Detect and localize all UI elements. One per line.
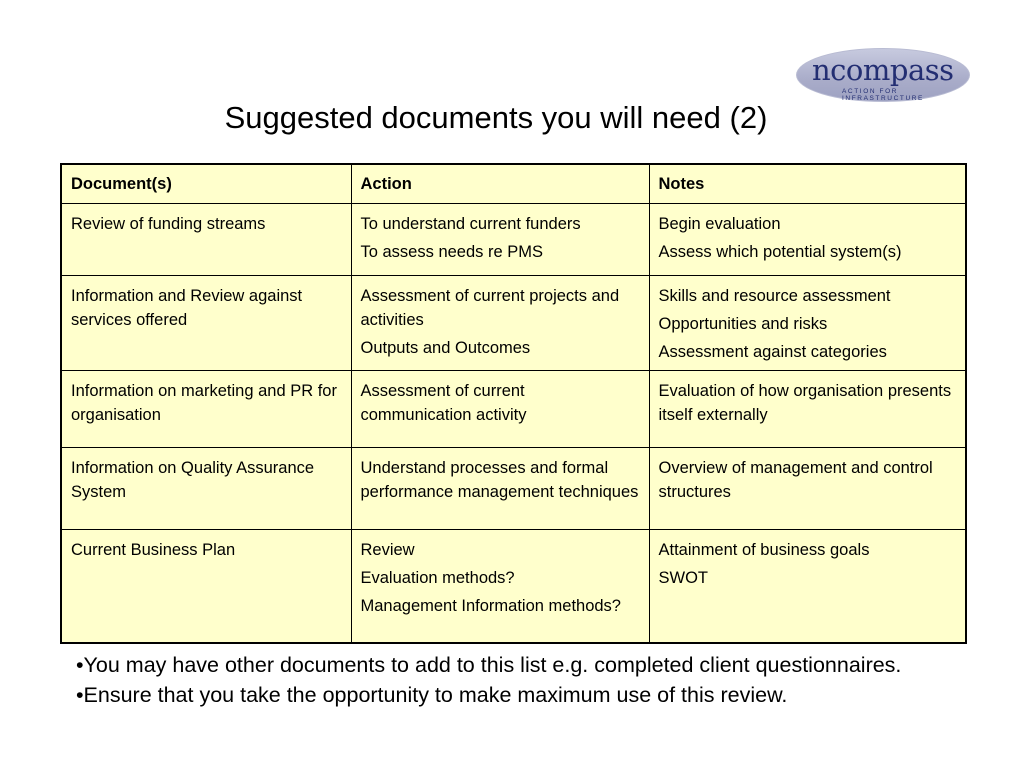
table-row (61, 530, 966, 643)
action-line: Understand processes and formal performance management techniques (360, 459, 639, 501)
bullet-note: •You may have other documents to add to this list e.g. completed client questionnaires. (76, 653, 902, 677)
table-row (61, 276, 966, 371)
notes-line: Assessment against categories (658, 343, 887, 361)
notes-line: Attainment of business goals (658, 541, 870, 559)
action-line: Management Information methods? (360, 597, 621, 615)
action-cell (351, 371, 649, 448)
header-action: Action (351, 164, 649, 204)
action-line: Assessment of current projects and activities (360, 287, 620, 329)
action-cell (351, 448, 649, 530)
document-cell: Information and Review against services offered (61, 276, 351, 371)
notes-cell (649, 448, 966, 530)
logo-wordmark: ncompass (812, 53, 954, 87)
logo-tagline: ACTION FOR INFRASTRUCTURE (842, 88, 924, 102)
action-line: Outputs and Outcomes (360, 339, 531, 357)
notes-line: Evaluation of how organisation presents itself externally (658, 382, 952, 424)
table-row (61, 371, 966, 448)
action-line: To understand current funders (360, 215, 581, 233)
action-line: Assessment of current communication activity (360, 382, 527, 424)
notes-line: Assess which potential system(s) (658, 243, 902, 261)
header-notes: Notes (649, 164, 966, 204)
slide-title: Suggested documents you will need (2) (224, 100, 768, 135)
action-line: Review (360, 541, 415, 559)
action-cell (351, 530, 649, 643)
bullet-note: •Ensure that you take the opportunity to make maximum use of this review. (76, 683, 788, 707)
table-header-row (61, 164, 966, 204)
notes-line: SWOT (658, 569, 708, 587)
notes-cell (649, 530, 966, 643)
action-cell (351, 276, 649, 371)
notes-line: Skills and resource assessment (658, 287, 891, 305)
table-row (61, 448, 966, 530)
notes-cell (649, 371, 966, 448)
document-cell: Information on Quality Assurance System (61, 448, 351, 530)
action-cell (351, 204, 649, 276)
document-cell: Information on marketing and PR for organisation (61, 371, 351, 448)
documents-table (60, 163, 967, 644)
table-row (61, 204, 966, 276)
document-cell: Review of funding streams (61, 204, 351, 276)
document-cell: Current Business Plan (61, 530, 351, 643)
bullet-notes (76, 650, 976, 710)
action-line: To assess needs re PMS (360, 243, 543, 261)
action-line: Evaluation methods? (360, 569, 515, 587)
header-documents: Document(s) (61, 164, 351, 204)
notes-cell (649, 204, 966, 276)
notes-line: Overview of management and control structures (658, 459, 933, 501)
notes-line: Begin evaluation (658, 215, 781, 233)
notes-cell (649, 276, 966, 371)
notes-line: Opportunities and risks (658, 315, 828, 333)
